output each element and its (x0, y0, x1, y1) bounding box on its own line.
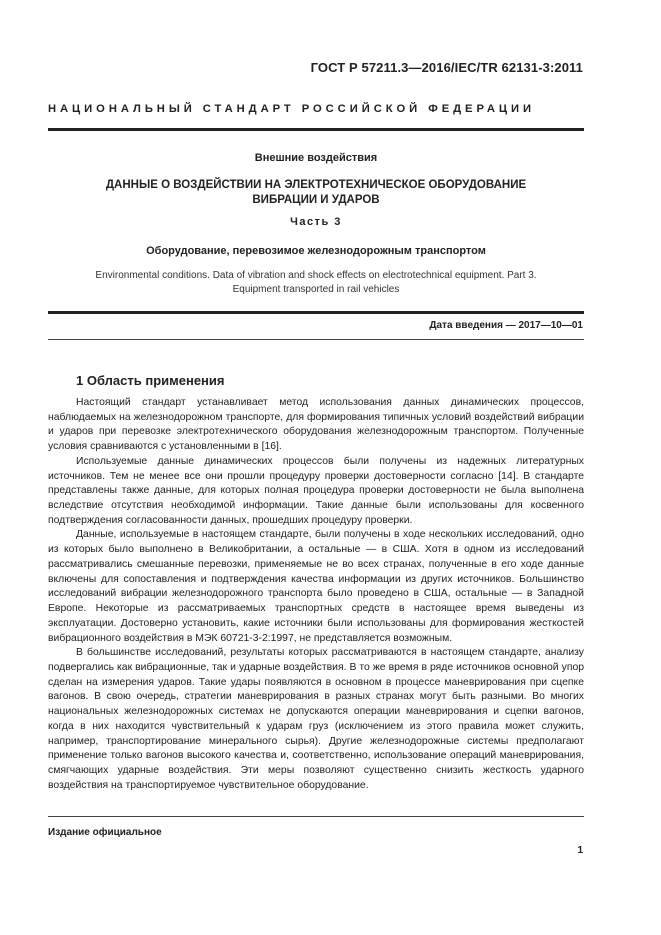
document-code: ГОСТ Р 57211.3—2016/IEC/TR 62131-3:2011 (310, 60, 583, 75)
paragraph: Используемые данные динамических процессов были получены из надежных литературных источников. Тем не менее все они прошли процедуру проверки достоверности согласно [14]. В стандарте представлены также данные, для которых полная процедура проверки достоверности не была выполнена вследствие отсутствия необходимой информации. Такие данные были использованы для косвенного подтверждения согласованности данных, прошедших процедуру проверки. (48, 455, 584, 526)
english-title (48, 269, 584, 297)
subtitle: Оборудование, перевозимое железнодорожным транспортом (146, 245, 486, 257)
part-label: Часть 3 (290, 216, 342, 228)
introduction-date: Дата введения — 2017—10—01 (429, 320, 583, 331)
paragraph: Данные, используемые в настоящем стандарте, были получены в ходе нескольких исследований, одно из которых было выполнено в Великобритании, а остальные — в США. Хотя в одном из исследований рассматривались смешанные перевозки, применяемые не во всех странах, полученные в его ходе данные включены для сопоставления и подтверждения качества информации из других источников. Большинство исследований вибрации железнодорожного транспорта было проведено в США, остальные — в Западной Европе. Некоторые из рассматриваемых транспортных средств в настоящее время выведены из эксплуатации. Достоверно установить, какие источники были использованы для формирования жесткостей вибрационного воздействия в МЭК 60721-3-2:1997, не представляется возможным. (48, 529, 584, 644)
top-rule (48, 128, 584, 131)
main-title (48, 178, 584, 208)
section-body (48, 396, 584, 793)
footer-rule (48, 816, 584, 817)
section-heading: 1 Область применения (76, 373, 225, 388)
title-bottom-rule (48, 311, 584, 314)
date-rule (48, 339, 584, 340)
official-edition-label: Издание официальное (48, 827, 162, 838)
national-standard-line: НАЦИОНАЛЬНЫЙ СТАНДАРТ РОССИЙСКОЙ ФЕДЕРАЦИИ (48, 103, 536, 115)
paragraph: В большинстве исследований, результаты которых рассматриваются в настоящем стандарте, анализу подвергались как вибрационные, так и ударные воздействия. В то же время в ряде источников основной упор сделан на измерения ударов. Такие удары появляются в основном в процессе маневрирования при сцепке вагонов. В свою очередь, стратегии маневрирования в разных странах могут быть разными. Во многих национальных железнодорожных системах не допускаются операции маневрирования и сцепки вагонов, когда в них находится чувствительный к ударам груз (исключением из этого правила может служить, например, транспортирование минерального сырья). Другие железнодорожные системы предполагают применение только вагонов высокого качества и, соответственно, использование операций маневрирования, смягчающих ударные воздействия. Эти меры позволяют существенно снизить жесткость ударного воздействия на транспортируемое чувствительное оборудование. (48, 647, 584, 791)
external-effects-label: Внешние воздействия (254, 152, 378, 164)
english-title-line-2: Equipment transported in rail vehicles (232, 284, 400, 295)
main-title-line-2: ВИБРАЦИИ И УДАРОВ (252, 194, 380, 206)
paragraph: Настоящий стандарт устанавливает метод использования данных динамических процессов, наблюдаемых на железнодорожном транспорте, для формирования типичных условий воздействий вибрации и ударов при перевозке электротехнического оборудования железнодорожным транспортом. Полученные условия сравниваются с установленными в [16]. (48, 397, 584, 453)
english-title-line-1: Environmental conditions. Data of vibration and shock effects on electrotechnical equipment. Part 3. (95, 270, 537, 281)
page-number: 1 (577, 845, 583, 856)
main-title-line-1: ДАННЫЕ О ВОЗДЕЙСТВИИ НА ЭЛЕКТРОТЕХНИЧЕСКОЕ ОБОРУДОВАНИЕ (105, 179, 527, 191)
